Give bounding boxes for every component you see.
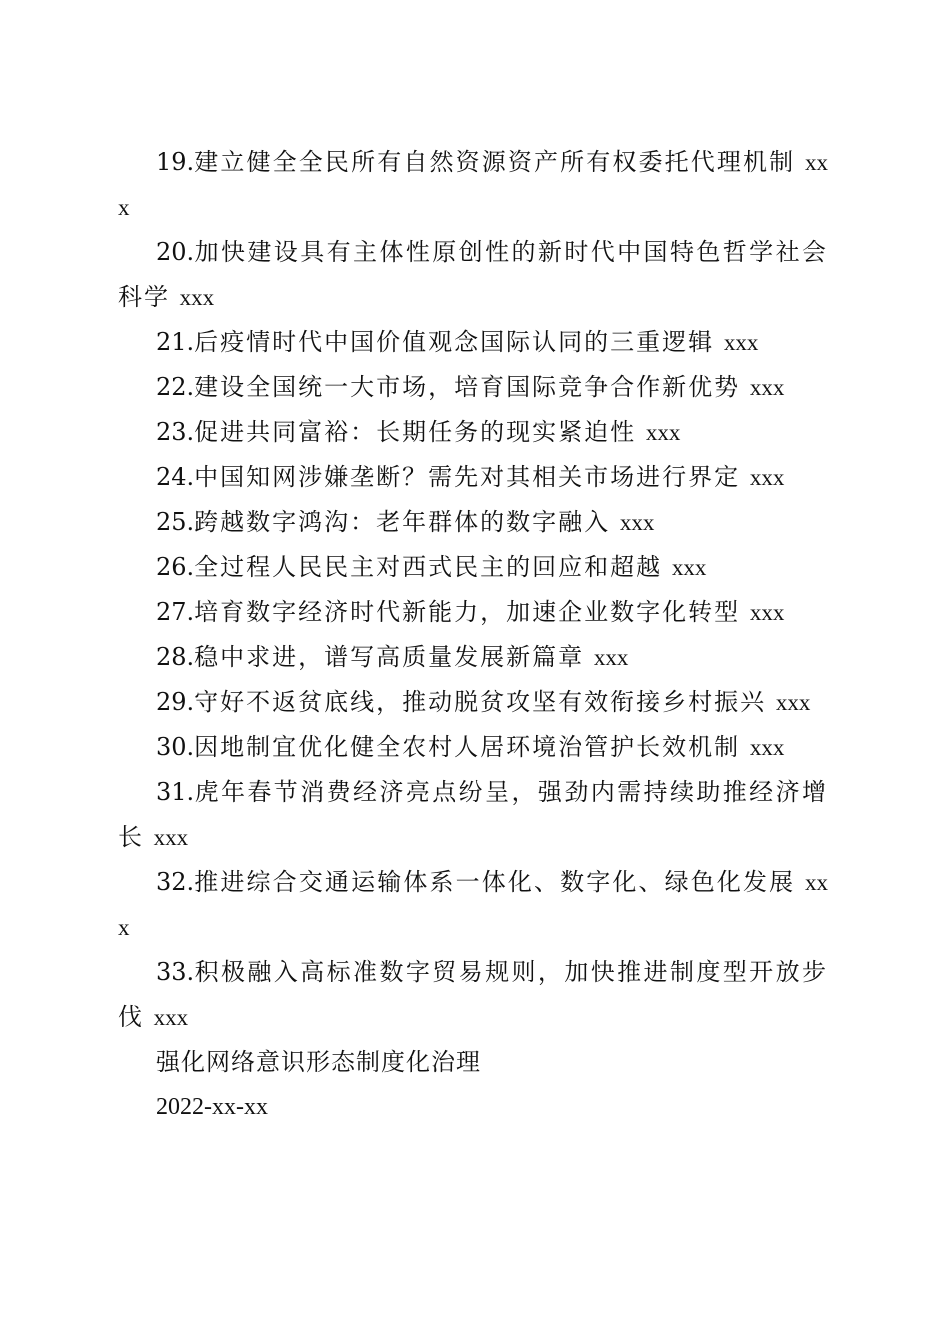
item-author: xxx <box>775 690 811 715</box>
item-title: 建设全国统一大市场，培育国际竞争合作新优势 <box>194 373 741 401</box>
item-title: 跨越数字鸿沟：老年群体的数字融入 <box>194 508 611 536</box>
list-item: 31.虎年春节消费经济亮点纷呈，强劲内需持续助推经济增长 xxx <box>118 778 828 851</box>
list-item: 23.促进共同富裕：长期任务的现实紧迫性 xxx <box>156 418 681 446</box>
item-title: 全过程人民民主对西式民主的回应和超越 <box>194 553 663 581</box>
item-title: 守好不返贫底线，推动脱贫攻坚有效衔接乡村振兴 <box>194 688 767 716</box>
item-author: xxx <box>118 150 828 220</box>
item-title: 推进综合交通运输体系一体化、数字化、绿色化发展 <box>194 868 796 896</box>
article-list <box>118 140 828 1130</box>
item-title: 加快建设具有主体性原创性的新时代中国特色哲学社会科学 <box>118 238 828 311</box>
list-item: 29.守好不返贫底线，推动脱贫攻坚有效衔接乡村振兴 xxx <box>156 688 811 716</box>
section-heading: 强化网络意识形态制度化治理 <box>156 1048 481 1076</box>
item-author: xxx <box>749 735 785 760</box>
item-author: xxx <box>671 555 707 580</box>
item-title: 虎年春节消费经济亮点纷呈，强劲内需持续助推经济增长 <box>118 778 828 851</box>
item-author: xxx <box>749 600 785 625</box>
item-author: xxx <box>153 825 189 850</box>
item-author: xxx <box>593 645 629 670</box>
list-item: 19.建立健全全民所有自然资源资产所有权委托代理机制 xxx <box>118 148 828 220</box>
list-item: 24.中国知网涉嫌垄断？需先对其相关市场进行界定 xxx <box>156 463 785 491</box>
list-item: 25.跨越数字鸿沟：老年群体的数字融入 xxx <box>156 508 655 536</box>
list-item: 27.培育数字经济时代新能力，加速企业数字化转型 xxx <box>156 598 785 626</box>
list-item: 21.后疫情时代中国价值观念国际认同的三重逻辑 xxx <box>156 328 759 356</box>
list-item: 26.全过程人民民主对西式民主的回应和超越 xxx <box>156 553 707 581</box>
item-title: 促进共同富裕：长期任务的现实紧迫性 <box>194 418 637 446</box>
item-title: 稳中求进，谱写高质量发展新篇章 <box>194 643 585 671</box>
item-title: 建立健全全民所有自然资源资产所有权委托代理机制 <box>194 148 796 176</box>
list-item: 22.建设全国统一大市场，培育国际竞争合作新优势 xxx <box>156 373 785 401</box>
item-author: xxx <box>179 285 215 310</box>
item-title: 后疫情时代中国价值观念国际认同的三重逻辑 <box>194 328 715 356</box>
item-title: 积极融入高标准数字贸易规则，加快推进制度型开放步伐 <box>118 958 828 1031</box>
item-author: xxx <box>118 870 828 940</box>
item-title: 因地制宜优化健全农村人居环境治管护长效机制 <box>194 733 741 761</box>
item-author: xxx <box>749 465 785 490</box>
item-title: 培育数字经济时代新能力，加速企业数字化转型 <box>194 598 741 626</box>
publish-date: 2022-xx-xx <box>156 1094 268 1120</box>
item-author: xxx <box>645 420 681 445</box>
list-item: 30.因地制宜优化健全农村人居环境治管护长效机制 xxx <box>156 733 785 761</box>
item-author: xxx <box>153 1005 189 1030</box>
list-item: 20.加快建设具有主体性原创性的新时代中国特色哲学社会科学 xxx <box>118 238 828 311</box>
item-title: 中国知网涉嫌垄断？需先对其相关市场进行界定 <box>194 463 741 491</box>
item-author: xxx <box>749 375 785 400</box>
list-item: 28.稳中求进，谱写高质量发展新篇章 xxx <box>156 643 629 671</box>
list-item: 33.积极融入高标准数字贸易规则，加快推进制度型开放步伐 xxx <box>118 958 828 1031</box>
list-item: 32.推进综合交通运输体系一体化、数字化、绿色化发展 xxx <box>118 868 828 940</box>
item-author: xxx <box>723 330 759 355</box>
item-author: xxx <box>619 510 655 535</box>
